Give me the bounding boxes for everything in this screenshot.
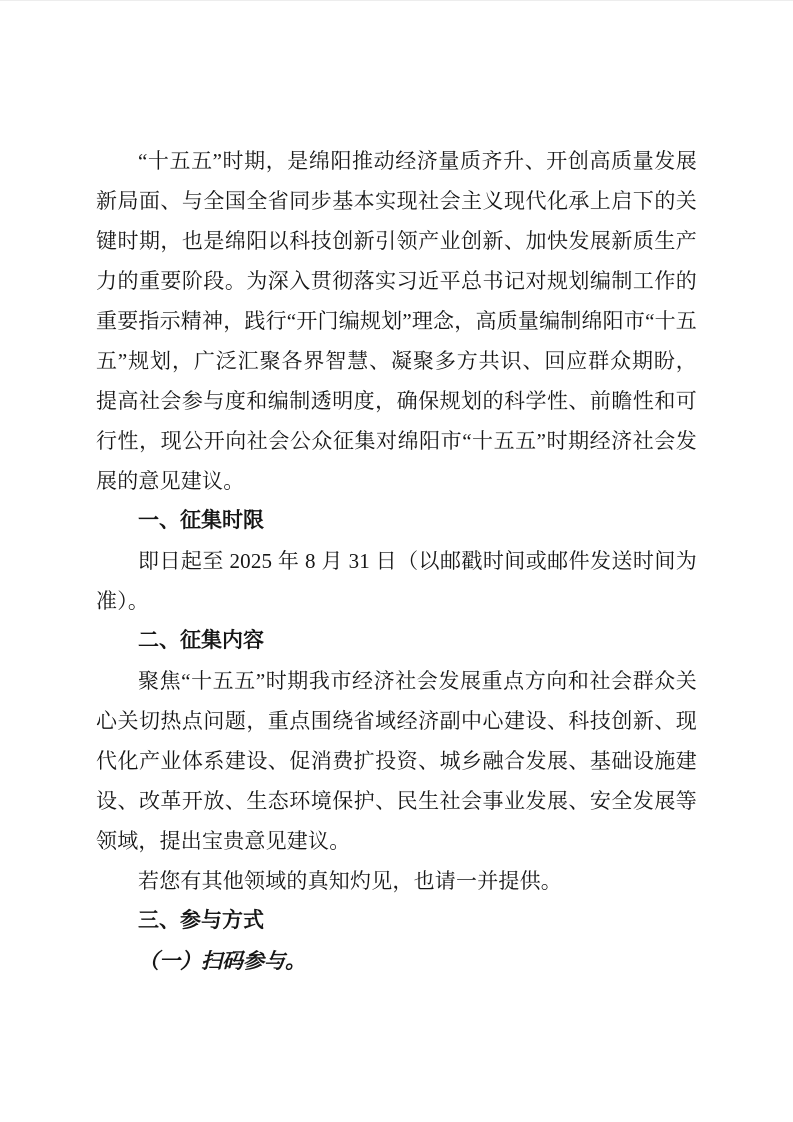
subsection-heading-scan-code: （一）扫码参与。 bbox=[138, 949, 306, 973]
content-scope-paragraph: 聚焦“十五五”时期我市经济社会发展重点方向和社会群众关心关切热点问题，重点围绕省域经济副中心建设、科技创新、现代化产业体系建设、促消费扩投资、城乡融合发展、基础设施建设、改革开放、生态环境保护、民生社会事业发展、安全发展等领域，提出宝贵意见建议。 bbox=[96, 669, 697, 853]
section-heading-collection-content: 二、征集内容 bbox=[138, 629, 264, 652]
section-heading-participation-method: 三、参与方式 bbox=[138, 909, 264, 932]
deadline-paragraph: 即日起至 2025 年 8 月 31 日（以邮戳时间或邮件发送时间为准）。 bbox=[96, 549, 697, 613]
document-body bbox=[96, 141, 697, 981]
other-suggestions-paragraph: 若您有其他领域的真知灼见，也请一并提供。 bbox=[138, 869, 562, 893]
section-heading-collection-deadline: 一、征集时限 bbox=[138, 509, 264, 532]
intro-paragraph: “十五五”时期，是绵阳推动经济量质齐升、开创高质量发展新局面、与全国全省同步基本实现社会主义现代化承上启下的关键时期，也是绵阳以科技创新引领产业创新、加快发展新质生产力的重要阶段。为深入贯彻落实习近平总书记对规划编制工作的重要指示精神，践行“开门编规划”理念，高质量编制绵阳市“十五五”规划，广泛汇聚各界智慧、凝聚多方共识、回应群众期盼，提高社会参与度和编制透明度，确保规划的科学性、前瞻性和可行性，现公开向社会公众征集对绵阳市“十五五”时期经济社会发展的意见建议。 bbox=[96, 149, 697, 493]
